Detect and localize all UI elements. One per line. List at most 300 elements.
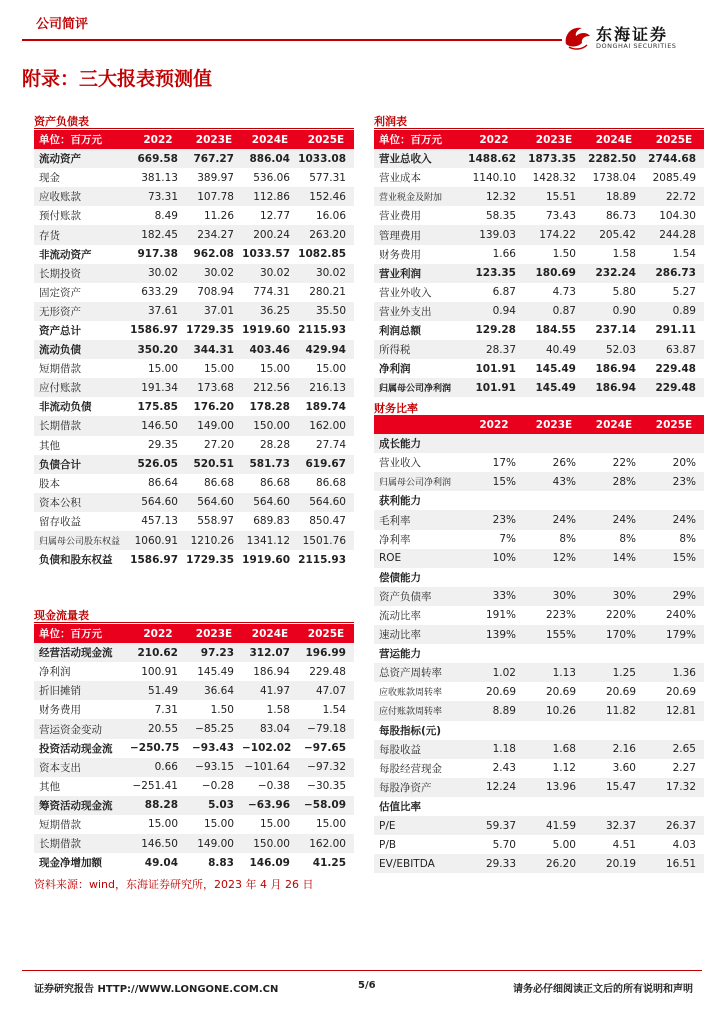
header-section-label: 公司简评 xyxy=(36,17,89,32)
cell-value: 774.31 xyxy=(253,286,290,299)
cell-value: 1082.85 xyxy=(298,248,346,261)
cell-value: 1919.60 xyxy=(242,553,290,566)
cell-value: 51.49 xyxy=(130,681,186,700)
row-label: 偿债能力 xyxy=(379,571,421,584)
cell-value: 1428.32 xyxy=(532,171,576,184)
row-label: 流动资产 xyxy=(34,149,130,168)
cell-value: 232.24 xyxy=(584,264,644,283)
cell-value: 2024E xyxy=(584,130,644,149)
cell-value: 223% xyxy=(545,609,576,622)
cell-value: 210.62 xyxy=(130,643,186,662)
cell-value xyxy=(644,721,704,740)
row-label: 每股指标(元) xyxy=(379,724,442,737)
cell-value: 15.00 xyxy=(147,818,178,831)
cell-value: 27.20 xyxy=(203,439,234,452)
ratios-row xyxy=(374,549,704,568)
cell-value: 767.27 xyxy=(186,149,242,168)
ratios-row xyxy=(374,453,704,472)
cell-value: 20% xyxy=(672,456,696,469)
ratios-row xyxy=(374,472,704,491)
cell-value: 18.89 xyxy=(584,187,644,206)
balance-row xyxy=(34,531,354,550)
cell-value: 30.02 xyxy=(130,264,186,283)
cell-value: 0.66 xyxy=(130,758,186,777)
row-label: 资本公积 xyxy=(34,493,130,512)
cell-value: 1.12 xyxy=(552,762,576,775)
cell-value xyxy=(524,721,584,740)
cashflow-row xyxy=(34,853,354,872)
row-label: 营运资金变动 xyxy=(34,719,130,738)
row-label: 资本支出 xyxy=(34,758,130,777)
cell-value: 83.04 xyxy=(242,719,298,738)
cell-value: 1.66 xyxy=(492,248,516,261)
cell-value: 191% xyxy=(485,609,516,622)
row-label: 资产负债率 xyxy=(374,587,464,606)
cell-value: 205.42 xyxy=(584,225,644,244)
cell-value: 1.02 xyxy=(464,663,524,682)
cell-value: 2024E xyxy=(242,130,298,149)
cell-value: 112.86 xyxy=(242,187,298,206)
cell-value: 2744.68 xyxy=(644,149,704,168)
cell-value: 212.56 xyxy=(242,378,298,397)
cell-value: 220% xyxy=(605,609,636,622)
row-label: 长期投资 xyxy=(34,264,130,283)
cell-value: 1060.91 xyxy=(130,531,186,550)
cell-value: 457.13 xyxy=(141,515,178,528)
cell-value: 1586.97 xyxy=(130,553,178,566)
cell-value: 8% xyxy=(619,533,636,546)
cell-value xyxy=(464,568,524,587)
cell-value: 1210.26 xyxy=(186,531,242,550)
row-label: 负债合计 xyxy=(34,455,130,474)
cell-value: 26.37 xyxy=(644,816,704,835)
cashflow-row xyxy=(34,739,354,758)
cell-value: 8.83 xyxy=(208,856,234,869)
cell-value: 26.20 xyxy=(524,854,584,873)
cell-value: 389.97 xyxy=(197,171,234,184)
cell-value: 179% xyxy=(644,625,704,644)
row-label: 估值比率 xyxy=(379,800,421,813)
cell-value: 146.50 xyxy=(130,416,186,435)
cell-value xyxy=(644,568,704,587)
cell-value: 6.87 xyxy=(492,286,516,299)
cell-value: 1.36 xyxy=(644,663,704,682)
ratios-row xyxy=(374,587,704,606)
cell-value: −58.09 xyxy=(298,796,354,815)
cell-value: 2085.49 xyxy=(652,171,696,184)
cell-value: 23% xyxy=(464,510,524,529)
ratios-row xyxy=(374,606,704,625)
row-label: 其他 xyxy=(39,439,60,452)
balance-row xyxy=(34,302,354,321)
row-label: 预付账款 xyxy=(39,210,81,223)
cell-value: 2025E xyxy=(298,130,354,149)
cell-value: 917.38 xyxy=(137,248,178,261)
cell-value xyxy=(584,644,644,663)
income-statement-table xyxy=(374,130,704,397)
cashflow-row xyxy=(34,834,354,853)
cell-value: 35.50 xyxy=(298,302,354,321)
cell-value: 2023E xyxy=(524,130,584,149)
ratios-row xyxy=(374,568,704,587)
cell-value: 1.13 xyxy=(524,663,584,682)
ratios-row xyxy=(374,854,704,873)
cell-value: 12.32 xyxy=(464,187,524,206)
cell-value: 162.00 xyxy=(298,416,354,435)
row-label: 非流动资产 xyxy=(39,248,92,261)
row-label: 所得税 xyxy=(374,340,464,359)
income-row xyxy=(374,264,704,283)
cell-value: 7.31 xyxy=(154,703,178,716)
logo-english-name: DONGHAI SECURITIES xyxy=(596,42,677,50)
cell-value: 145.49 xyxy=(524,378,584,397)
cell-value: 30.02 xyxy=(298,264,354,283)
cell-value: −93.15 xyxy=(186,758,242,777)
cell-value: 20.55 xyxy=(130,719,186,738)
balance-row xyxy=(34,283,354,302)
cell-value: 191.34 xyxy=(130,378,186,397)
cell-value: 20.69 xyxy=(485,685,516,698)
logo-chinese-name: 东海证券 xyxy=(596,25,669,44)
cell-value: 173.68 xyxy=(186,378,242,397)
cell-value: 29.35 xyxy=(147,439,178,452)
cell-value: 633.29 xyxy=(141,286,178,299)
cell-value: 150.00 xyxy=(242,416,298,435)
cell-value: 1.25 xyxy=(584,663,644,682)
cell-value: 12.24 xyxy=(464,778,524,797)
cell-value: 20.69 xyxy=(605,685,636,698)
cell-value: −30.35 xyxy=(307,780,346,793)
ratios-row xyxy=(374,701,704,720)
cashflow-row xyxy=(34,777,354,796)
cell-value: 229.48 xyxy=(309,665,346,678)
cell-value: −102.02 xyxy=(242,742,292,755)
cell-value: 41.25 xyxy=(312,856,346,869)
cell-value: 24% xyxy=(644,510,704,529)
cell-value: 1.18 xyxy=(464,740,524,759)
cell-value: 129.28 xyxy=(475,324,516,337)
row-label: 归属母公司净利润 xyxy=(374,472,464,491)
income-row xyxy=(374,206,704,225)
row-label: 管理费用 xyxy=(374,225,464,244)
row-label: 归属母公司净利润 xyxy=(374,378,464,397)
cell-value: 4.73 xyxy=(552,286,576,299)
cell-value: 8.49 xyxy=(154,209,178,222)
row-label: 营业费用 xyxy=(379,210,421,223)
balance-row xyxy=(34,149,354,168)
row-label: 应收账款 xyxy=(34,187,130,206)
ratios-row xyxy=(374,816,704,835)
cell-value: 184.55 xyxy=(535,324,576,337)
cell-value: 8.89 xyxy=(464,701,524,720)
row-label: 股本 xyxy=(39,477,60,490)
cell-value: 176.20 xyxy=(193,400,234,413)
cell-value: 577.31 xyxy=(309,171,346,184)
row-label: 短期借款 xyxy=(39,818,81,831)
cell-value: 1919.60 xyxy=(242,324,290,337)
cell-value: 520.51 xyxy=(186,455,242,474)
row-label: ROE xyxy=(374,549,464,568)
row-label: 折旧摊销 xyxy=(34,681,130,700)
cell-value: 17.32 xyxy=(644,778,704,797)
cell-value: 1.58 xyxy=(612,248,636,261)
cell-value: 312.07 xyxy=(242,643,298,662)
row-label: 负债和股东权益 xyxy=(39,554,113,567)
row-label: 速动比率 xyxy=(374,625,464,644)
cell-value xyxy=(464,491,524,510)
cell-value: 59.37 xyxy=(464,816,524,835)
balance-sheet-title-underline xyxy=(34,128,354,129)
row-label: 营业成本 xyxy=(379,172,421,185)
income-row xyxy=(374,245,704,264)
ratios-header-row xyxy=(374,415,704,434)
ratios-row xyxy=(374,682,704,701)
row-label: P/B xyxy=(379,838,397,851)
row-label: 获利能力 xyxy=(379,495,421,508)
cell-value: 2115.93 xyxy=(298,324,346,337)
cell-value: 2022 xyxy=(130,130,186,149)
cell-value: 37.01 xyxy=(186,302,242,321)
cell-value: 429.94 xyxy=(298,340,354,359)
cell-value: 2.65 xyxy=(644,740,704,759)
footer-page-number: 5/6 xyxy=(358,980,376,991)
row-label: 归属母公司股东权益 xyxy=(34,531,130,550)
cell-value xyxy=(524,797,584,816)
cell-value: 4.51 xyxy=(612,838,636,851)
cell-value: 14% xyxy=(584,549,644,568)
income-statement-title: 利润表 xyxy=(374,115,407,128)
balance-row xyxy=(34,493,354,512)
cell-value: 15.51 xyxy=(524,187,584,206)
balance-sheet-title: 资产负债表 xyxy=(34,115,89,128)
cell-value: 564.60 xyxy=(186,493,242,512)
cashflow-row xyxy=(34,681,354,700)
row-label: 固定资产 xyxy=(39,286,81,299)
row-label: 营运能力 xyxy=(379,648,421,661)
cell-value: 189.74 xyxy=(305,400,346,413)
income-row xyxy=(374,168,704,187)
cell-value: 30% xyxy=(584,587,644,606)
cell-value: 15.00 xyxy=(259,362,290,375)
cell-value: 40.49 xyxy=(524,340,584,359)
cell-value: −79.18 xyxy=(298,719,354,738)
cell-value: 24% xyxy=(524,510,584,529)
cell-value: 101.91 xyxy=(475,362,516,375)
cell-value: 152.46 xyxy=(298,187,354,206)
cell-value: 86.68 xyxy=(315,477,346,490)
cell-value: 149.00 xyxy=(186,834,242,853)
row-label: 应付账款 xyxy=(34,378,130,397)
cell-value: −93.43 xyxy=(191,742,234,755)
cell-value: 1140.10 xyxy=(472,171,516,184)
cell-value: 4.03 xyxy=(672,838,696,851)
income-row xyxy=(374,359,704,378)
balance-row xyxy=(34,512,354,531)
cell-value: 558.97 xyxy=(197,515,234,528)
cell-value: 403.46 xyxy=(242,340,298,359)
cell-value: 30.02 xyxy=(242,264,298,283)
footer-disclaimer: 请务必仔细阅读正文后的所有说明和声明 xyxy=(513,984,693,995)
cell-value: 73.43 xyxy=(545,209,576,222)
cell-value: 2022 xyxy=(464,415,524,434)
row-label: 无形资产 xyxy=(34,302,130,321)
cell-value: 170% xyxy=(584,625,644,644)
income-row xyxy=(374,321,704,340)
cell-value: 49.04 xyxy=(144,856,178,869)
cell-value: 0.94 xyxy=(464,302,524,321)
row-label: 财务费用 xyxy=(39,704,81,717)
cell-value: 29.33 xyxy=(464,854,524,873)
row-label: 长期借款 xyxy=(34,416,130,435)
cell-value: 1.50 xyxy=(552,248,576,261)
row-label: 留存收益 xyxy=(39,515,81,528)
cell-value: 2115.93 xyxy=(298,553,346,566)
cell-value: 37.61 xyxy=(130,302,186,321)
balance-row xyxy=(34,321,354,340)
cell-value: 23% xyxy=(644,472,704,491)
cell-value: 15.00 xyxy=(315,362,346,375)
cell-value: −0.28 xyxy=(201,780,234,793)
cell-value: 36.64 xyxy=(186,681,242,700)
row-label: 长期借款 xyxy=(34,834,130,853)
balance-row xyxy=(34,436,354,455)
row-label: 营业总收入 xyxy=(374,149,464,168)
ratios-row xyxy=(374,797,704,816)
cell-value: 12.77 xyxy=(259,209,290,222)
cell-value: 0.89 xyxy=(644,302,704,321)
row-label: 短期借款 xyxy=(39,363,81,376)
cell-value xyxy=(524,434,584,453)
ratios-row xyxy=(374,663,704,682)
cashflow-row xyxy=(34,662,354,681)
cell-value: 12.81 xyxy=(644,701,704,720)
cell-value: 16.51 xyxy=(644,854,704,873)
cashflow-row xyxy=(34,719,354,738)
cell-value: 564.60 xyxy=(298,493,354,512)
cell-value: −97.65 xyxy=(303,742,346,755)
cell-value: 63.87 xyxy=(644,340,704,359)
data-source-note: 资料来源：wind，东海证券研究所，2023 年 4 月 26 日 xyxy=(34,878,314,891)
cell-value: 381.13 xyxy=(141,171,178,184)
ratios-row xyxy=(374,510,704,529)
balance-row xyxy=(34,245,354,264)
cell-value: 2024E xyxy=(584,415,644,434)
cell-value: 5.03 xyxy=(186,796,242,815)
balance-row xyxy=(34,264,354,283)
income-statement-title-underline xyxy=(374,128,704,129)
cell-value: 2.43 xyxy=(492,762,516,775)
balance-row xyxy=(34,397,354,416)
row-label: 营业利润 xyxy=(374,264,464,283)
cell-value: 28.37 xyxy=(464,340,524,359)
cell-value: 237.14 xyxy=(595,324,636,337)
cell-value: 564.60 xyxy=(130,493,186,512)
cell-value: 3.60 xyxy=(612,762,636,775)
income-row xyxy=(374,283,704,302)
cell-value: 58.35 xyxy=(485,209,516,222)
cell-value: 11.82 xyxy=(584,701,644,720)
cell-value xyxy=(584,491,644,510)
cell-value: 2024E xyxy=(242,624,298,643)
row-label: P/E xyxy=(374,816,464,835)
income-row xyxy=(374,340,704,359)
income-row xyxy=(374,225,704,244)
cell-value: 350.20 xyxy=(130,340,186,359)
cell-value: 15.00 xyxy=(315,818,346,831)
cell-value: 41.97 xyxy=(242,681,298,700)
balance-row xyxy=(34,359,354,378)
income-header-row xyxy=(374,130,704,149)
cell-value: 52.03 xyxy=(584,340,644,359)
cell-value xyxy=(464,797,524,816)
row-label: 流动比率 xyxy=(379,609,421,622)
cell-value: 1033.08 xyxy=(298,149,354,168)
cell-value: 146.09 xyxy=(249,856,290,869)
header-divider xyxy=(22,39,562,41)
cell-value: 669.58 xyxy=(130,149,186,168)
balance-row xyxy=(34,187,354,206)
cell-value: 196.99 xyxy=(298,643,354,662)
cell-value: 86.64 xyxy=(147,477,178,490)
cashflow-row xyxy=(34,815,354,834)
row-label: 其他 xyxy=(39,780,60,793)
cell-value: 27.74 xyxy=(315,439,346,452)
row-label: 财务费用 xyxy=(379,248,421,261)
row-label: EV/EBITDA xyxy=(374,854,464,873)
cell-value: 526.05 xyxy=(130,455,186,474)
cell-value: 1488.62 xyxy=(464,149,524,168)
balance-header-row xyxy=(34,130,354,149)
ratios-row xyxy=(374,491,704,510)
balance-row xyxy=(34,474,354,493)
cell-value: 32.37 xyxy=(584,816,644,835)
cell-value: 1.54 xyxy=(672,248,696,261)
ratios-row xyxy=(374,434,704,453)
ratios-row xyxy=(374,740,704,759)
row-label: 应收账款周转率 xyxy=(379,688,443,699)
row-label: 净利率 xyxy=(379,533,411,546)
cell-value: 26% xyxy=(552,456,576,469)
cell-value: 28.28 xyxy=(259,439,290,452)
cell-value: 1341.12 xyxy=(242,531,298,550)
cell-value: −101.64 xyxy=(242,758,298,777)
cell-value xyxy=(524,491,584,510)
cell-value: 15.47 xyxy=(584,778,644,797)
cell-value: 5.27 xyxy=(672,286,696,299)
ratios-row xyxy=(374,835,704,854)
income-row xyxy=(374,187,704,206)
cell-value: 20.19 xyxy=(584,854,644,873)
cell-value: 146.50 xyxy=(130,834,186,853)
row-label: 存货 xyxy=(34,225,130,244)
cell-value: 186.94 xyxy=(253,665,290,678)
cell-value: 1501.76 xyxy=(298,531,354,550)
cell-value: 240% xyxy=(665,609,696,622)
cell-value: 886.04 xyxy=(242,149,298,168)
cell-value: 101.91 xyxy=(464,378,524,397)
cell-value: 1729.35 xyxy=(186,324,234,337)
cell-value: 2.27 xyxy=(672,762,696,775)
cell-value: 0.87 xyxy=(524,302,584,321)
row-label: 单位：百万元 xyxy=(374,130,464,149)
row-label: 总资产周转率 xyxy=(374,663,464,682)
financial-ratios-table xyxy=(374,415,704,873)
cell-value: 36.25 xyxy=(242,302,298,321)
cell-value: 28% xyxy=(584,472,644,491)
cell-value xyxy=(644,434,704,453)
cell-value: 619.67 xyxy=(298,455,354,474)
cashflow-row xyxy=(34,758,354,777)
